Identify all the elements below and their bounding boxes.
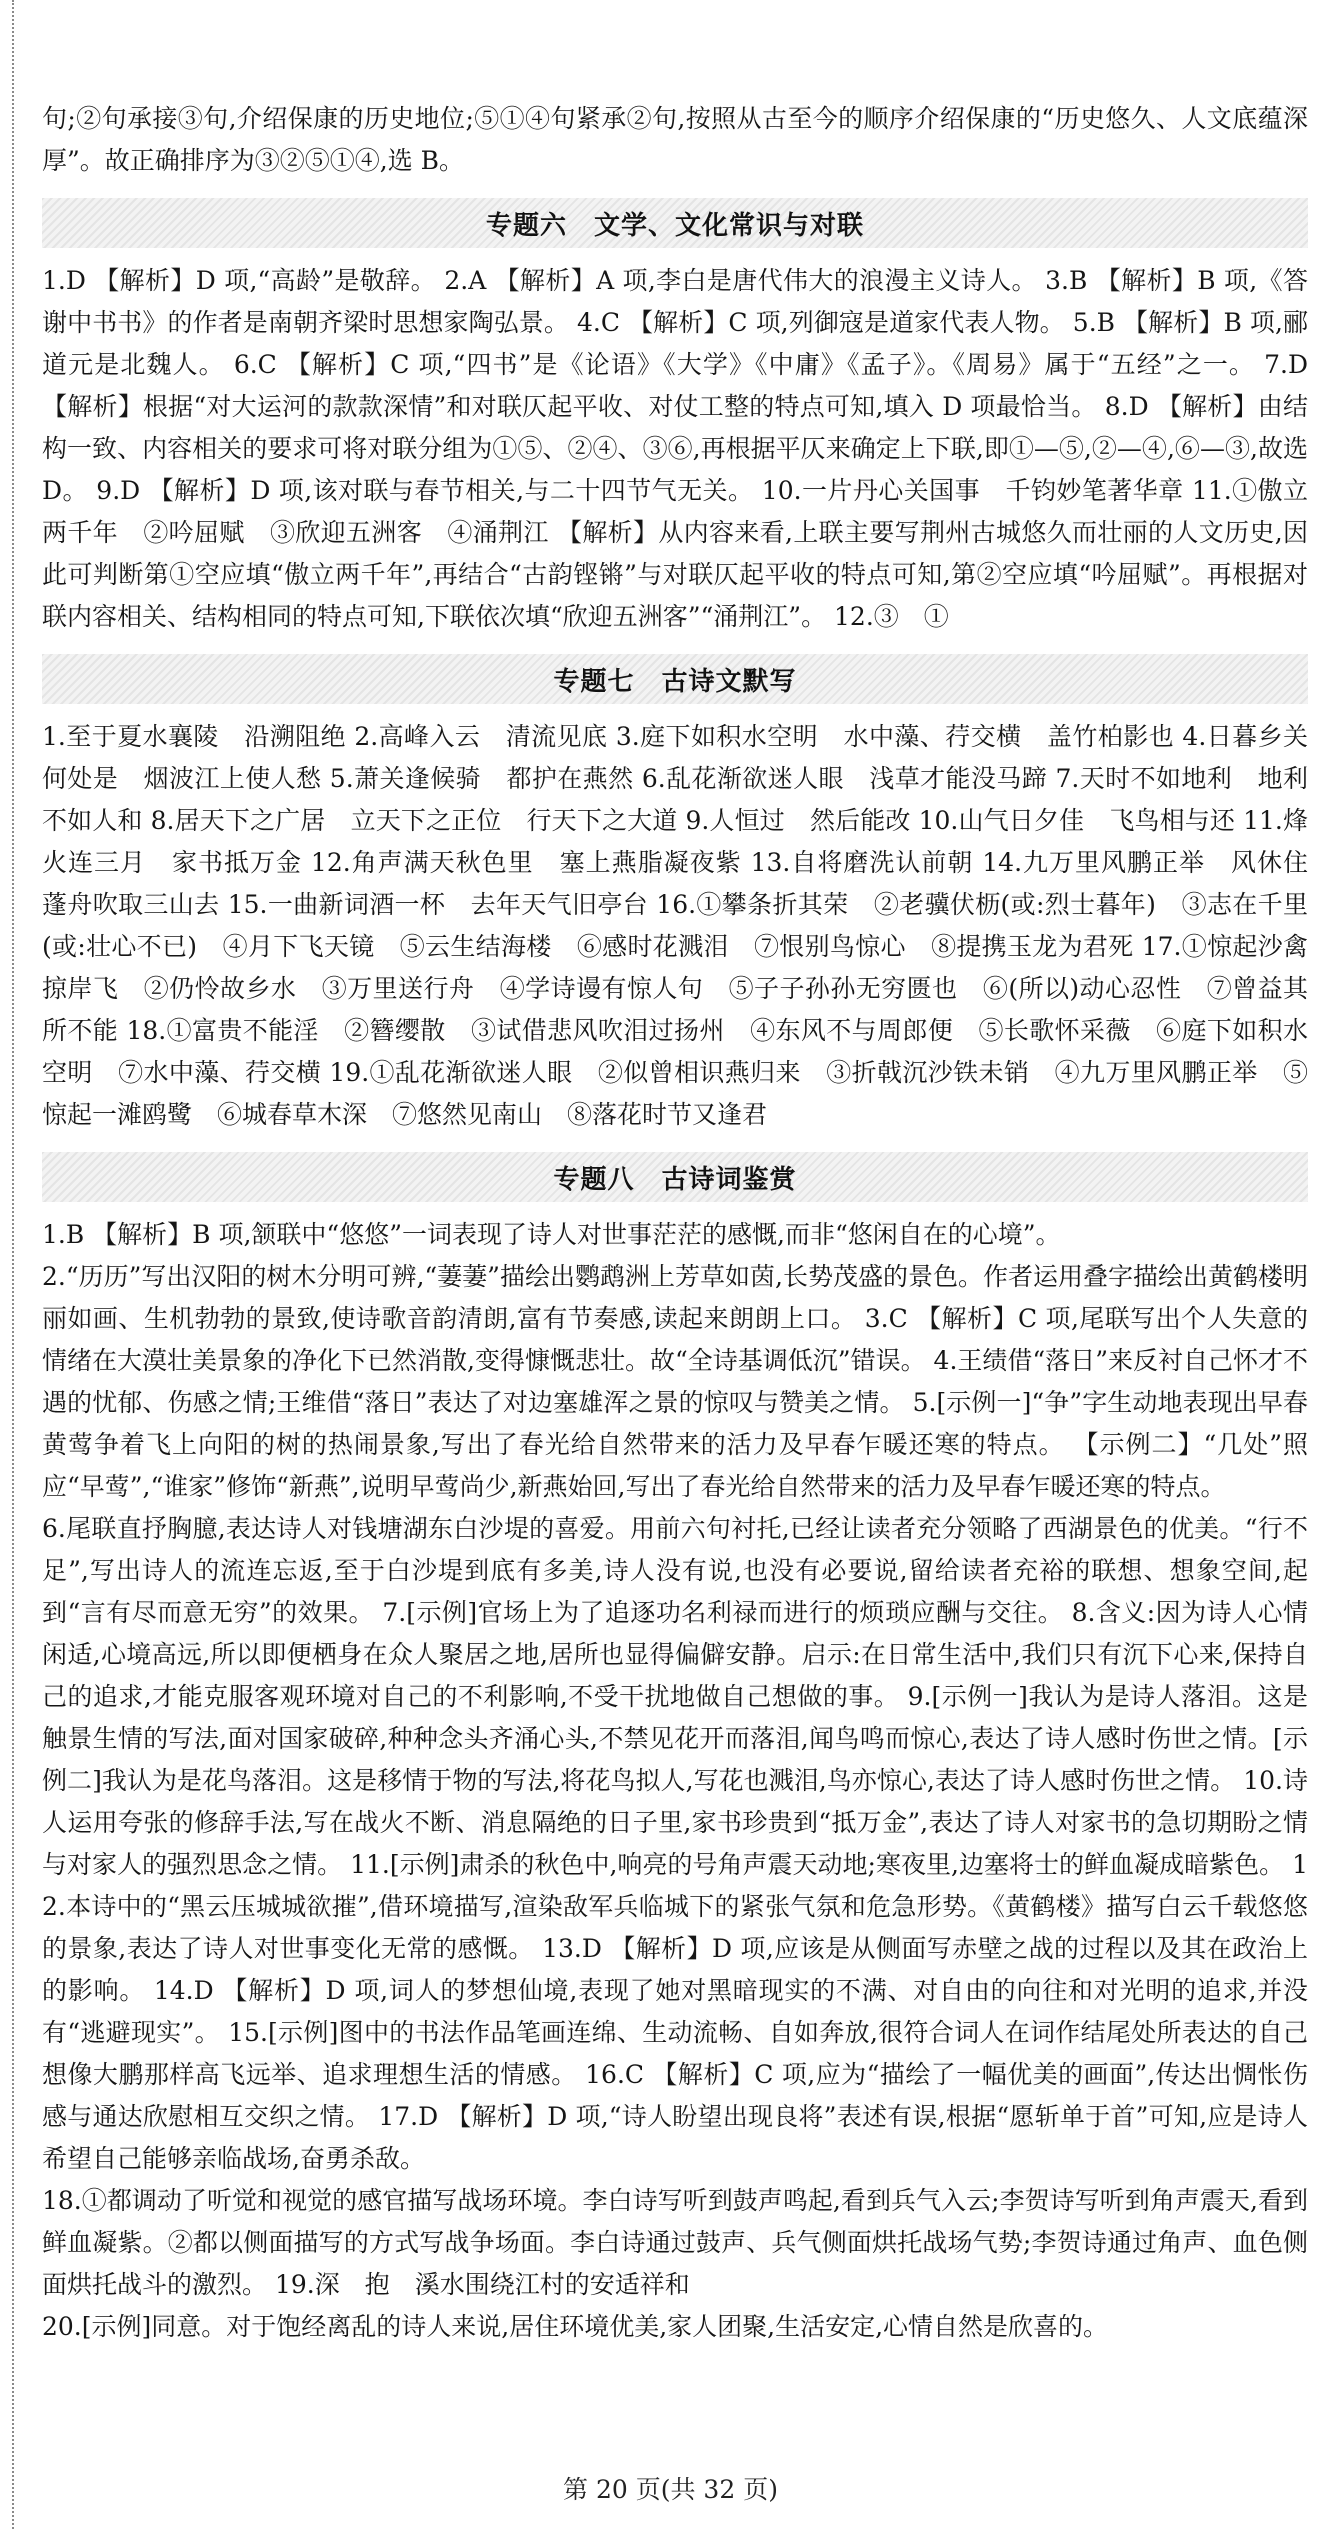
- section-body-7: 1.至于夏水襄陵 沿溯阻绝 2.高峰入云 清流见底 3.庭下如积水空明 水中藻、荇交横 盖竹柏影也 4.日暮乡关何处是 烟波江上使人愁 5.萧关逢候骑 都护在燕然 6.乱花渐欲迷人眼 浅草才能没马蹄 7.天时不如地利 地利不如人和 8.居天下之广居 立天下之正位 行天下之大道 9.人恒过 然后能改 10.山气日夕佳 飞鸟相与还 11.烽火连三月 家书抵万金 12.角声满天秋色里 塞上燕脂凝夜紫 13.自将磨洗认前朝 14.九万里风鹏正举 风休住 蓬舟吹取三山去 15.一曲新词酒一杯 去年天气旧亭台 16.①攀条折其荣 ②老骥伏枥(或:烈士暮年) ③志在千里(或:壮心不已) ④月下飞天镜 ⑤云生结海楼 ⑥感时花溅泪 ⑦恨别鸟惊心 ⑧提携玉龙为君死 17.①惊起沙禽掠岸飞 ②仍怜故乡水 ③万里送行舟 ④学诗谩有惊人句 ⑤子子孙孙无穷匮也 ⑥(所以)动心忍性 ⑦曾益其所不能 18.①富贵不能淫 ②簪缨散 ③试借悲风吹泪过扬州 ④东风不与周郎便 ⑤长歌怀采薇 ⑥庭下如积水空明 ⑦水中藻、荇交横 19.①乱花渐欲迷人眼 ②似曾相识燕归来 ③折戟沉沙铁未销 ④九万里风鹏正举 ⑤惊起一滩鸥鹭 ⑥城春草木深 ⑦悠然见南山 ⑧落花时节又逢君: [42, 722, 1334, 1129]
- page-number-footer: 第 20 页(共 32 页): [563, 2475, 778, 2504]
- binding-dotted-line: [12, 0, 14, 2529]
- section-header-7: [42, 654, 1308, 704]
- section-8-paragraph-4: 18.①都调动了听觉和视觉的感官描写战场环境。李白诗写听到鼓声鸣起,看到兵气入云;李贺诗写听到角声震天,看到鲜血凝紫。②都以侧面描写的方式写战争场面。李白诗通过鼓声、兵气侧面烘托战场气势;李贺诗通过角声、血色侧面烘托战斗的激烈。 19.深 抱 溪水围绕江村的安适祥和: [42, 2186, 1308, 2299]
- section-title-7: 专题七 古诗文默写: [553, 666, 797, 697]
- section-8-paragraph-3: 6.尾联直抒胸臆,表达诗人对钱塘湖东白沙堤的喜爱。用前六句衬托,已经让读者充分领略了西湖景色的优美。“行不足”,写出诗人的流连忘返,至于白沙堤到底有多美,诗人没有说,也没有必要说,留给读者充裕的联想、想象空间,起到“言有尽而意无穷”的效果。 7.[示例]官场上为了追逐功名利禄而进行的烦琐应酬与交往。 8.含义:因为诗人心情闲适,心境高远,所以即便栖身在众人聚居之地,居所也显得偏僻安静。启示:在日常生活中,我们只有沉下心来,保持自己的追求,才能克服客观环境对自己的不利影响,不受干扰地做自己想做的事。 9.[示例一]我认为是诗人落泪。这是触景生情的写法,面对国家破碎,种种念头齐涌心头,不禁见花开而落泪,闻鸟鸣而惊心,表达了诗人感时伤世之情。[示例二]我认为是花鸟落泪。这是移情于物的写法,将花鸟拟人,写花也溅泪,鸟亦惊心,表达了诗人感时伤世之情。 10.诗人运用夸张的修辞手法,写在战火不断、消息隔绝的日子里,家书珍贵到“抵万金”,表达了诗人对家书的急切期盼之情与对家人的强烈思念之情。 11.[示例]肃杀的秋色中,响亮的号角声震天动地;寒夜里,边塞将士的鲜血凝成暗紫色。 12.本诗中的“黑云压城城欲摧”,借环境描写,渲染敌军兵临城下的紧张气氛和危急形势。《黄鹤楼》描写白云千载悠悠的景象,表达了诗人对世事变化无常的感慨。 13.D 【解析】D 项,应该是从侧面写赤壁之战的过程以及其在政治上的影响。 14.D 【解析】D 项,词人的梦想仙境,表现了她对黑暗现实的不满、对自由的向往和对光明的追求,并没有“逃避现实”。 15.[示例]图中的书法作品笔画连绵、生动流畅、自如奔放,很符合词人在词作结尾处所表达的自己想像大鹏那样高飞远举、追求理想生活的情感。 16.C 【解析】C 项,应为“描绘了一幅优美的画面”,传达出惆怅伤感与通达欣慰相互交织之情。 17.D 【解析】D 项,“诗人盼望出现良将”表述有误,根据“愿斩单于首”可知,应是诗人希望自己能够亲临战场,奋勇杀敌。: [42, 1514, 1308, 2173]
- section-header-8: [42, 1152, 1308, 1202]
- section-header-6: [42, 198, 1308, 248]
- section-title-8: 专题八 古诗词鉴赏: [553, 1164, 797, 1195]
- section-8-paragraph-1: 1.B 【解析】B 项,颔联中“悠悠”一词表现了诗人对世事茫茫的感慨,而非“悠闲自在的心境”。: [42, 1220, 1061, 1249]
- intro-paragraph: 句;②句承接③句,介绍保康的历史地位;⑤①④句紧承②句,按照从古至今的顺序介绍保康的“历史悠久、人文底蕴深厚”。故正确排序为③②⑤①④,选 B。: [42, 104, 1308, 175]
- section-title-6: 专题六 文学、文化常识与对联: [485, 210, 864, 241]
- section-8-paragraph-5: 20.[示例]同意。对于饱经离乱的诗人来说,居住环境优美,家人团聚,生活安定,心情自然是欣喜的。: [42, 2312, 1109, 2341]
- section-8-paragraph-2: 2.“历历”写出汉阳的树木分明可辨,“萋萋”描绘出鹦鹉洲上芳草如茵,长势茂盛的景色。作者运用叠字描绘出黄鹤楼明丽如画、生机勃勃的景致,使诗歌音韵清朗,富有节奏感,读起来朗朗上口。 3.C 【解析】C 项,尾联写出个人失意的情绪在大漠壮美景象的净化下已然消散,变得慷慨悲壮。故“全诗基调低沉”错误。 4.王绩借“落日”来反衬自己怀才不遇的忧郁、伤感之情;王维借“落日”表达了对边塞雄浑之景的惊叹与赞美之情。 5.[示例一]“争”字生动地表现出早春黄莺争着飞上向阳的树的热闹景象,写出了春光给自然带来的活力及早春乍暖还寒的特点。 【示例二】“几处”照应“早莺”,“谁家”修饰“新燕”,说明早莺尚少,新燕始回,写出了春光给自然带来的活力及早春乍暖还寒的特点。: [42, 1262, 1308, 1501]
- section-body-6: 1.D 【解析】D 项,“高龄”是敬辞。 2.A 【解析】A 项,李白是唐代伟大的浪漫主义诗人。 3.B 【解析】B 项,《答谢中书书》的作者是南朝齐梁时思想家陶弘景。 4.C 【解析】C 项,列御寇是道家代表人物。 5.B 【解析】B 项,郦道元是北魏人。 6.C 【解析】C 项,“四书”是《论语》《大学》《中庸》《孟子》。《周易》属于“五经”之一。 7.D 【解析】根据“对大运河的款款深情”和对联仄起平收、对仗工整的特点可知,填入 D 项最恰当。 8.D 【解析】由结构一致、内容相关的要求可将对联分组为①⑤、②④、③⑥,再根据平仄来确定上下联,即①—⑤,②—④,⑥—③,故选 D。 9.D 【解析】D 项,该对联与春节相关,与二十四节气无关。 10.一片丹心关国事 千钧妙笔著华章 11.①傲立两千年 ②吟屈赋 ③欣迎五洲客 ④涌荆江 【解析】从内容来看,上联主要写荆州古城悠久而壮丽的人文历史,因此可判断第①空应填“傲立两千年”,再结合“古韵铿锵”与对联仄起平收的特点可知,第②空应填“吟屈赋”。再根据对联内容相关、结构相同的特点可知,下联依次填“欣迎五洲客”“涌荆江”。 12.③ ①: [42, 266, 1308, 631]
- answer-page: [42, 98, 1334, 2348]
